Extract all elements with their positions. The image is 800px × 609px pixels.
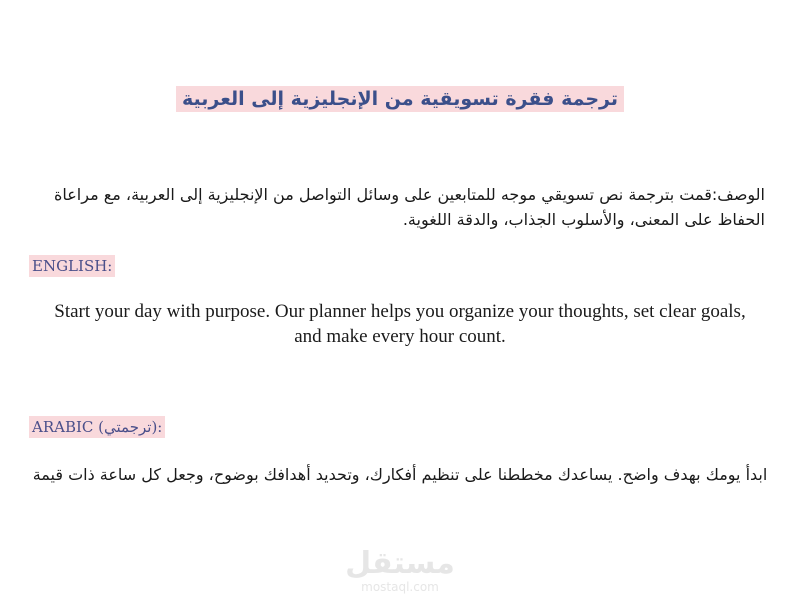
title-container [0,86,800,112]
watermark-logo: مستقل [345,546,455,581]
english-text: Start your day with purpose. Our planner helps you organize your thoughts, set clear goals, and make every hour count. [54,301,746,347]
arabic-translation-text: ابدأ يومك بهدف واضح. يساعدك مخططنا على تنظيم أفكارك، وتحديد أهدافك بوضوح، وجعل كل ساعة ذات قيمة [32,465,768,484]
description-paragraph: الوصف:قمت بترجمة نص تسويقي موجه للمتابعين على وسائل التواصل من الإنجليزية إلى العربية، مع مراعاة الحفاظ على المعنى، والأسلوب الجذاب، والدقة اللغوية. [54,185,765,229]
watermark-domain: mostaql.com [361,580,439,594]
arabic-section-label [29,416,165,438]
arabic-label-text: ARABIC (ترجمتي): [32,418,163,436]
english-section-label: ENGLISH: [29,255,115,277]
page-title: ترجمة فقرة تسويقية من الإنجليزية إلى العربية [176,86,624,112]
watermark [0,548,800,594]
